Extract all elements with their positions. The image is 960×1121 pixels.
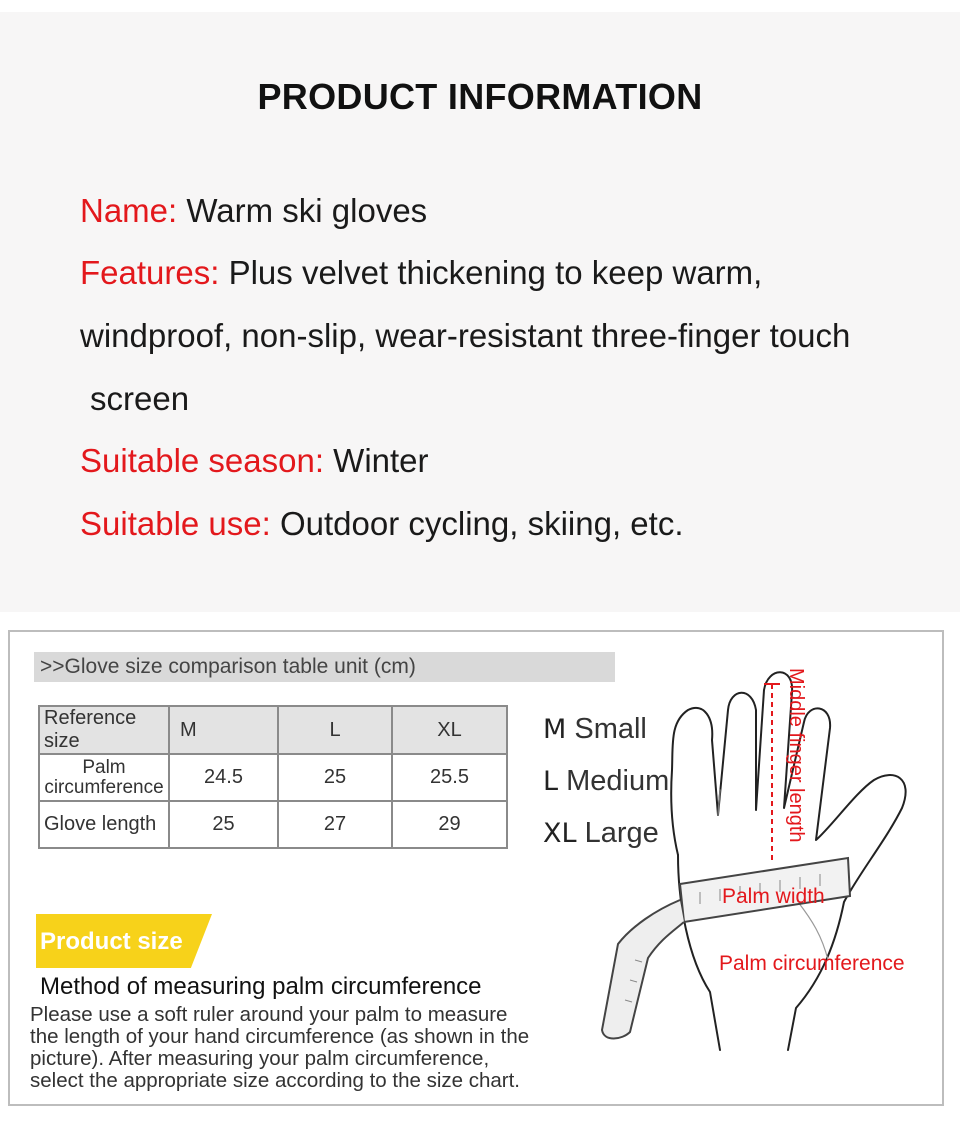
method-line-2: the length of your hand circumference (as shown in the	[30, 1025, 530, 1048]
features-line-1: Plus velvet thickening to keep warm,	[219, 254, 763, 291]
product-size-badge-text: Product size	[40, 928, 183, 955]
features-line-3: screen	[90, 380, 190, 417]
table-cell: 29	[392, 801, 507, 848]
header-size-xl: XL	[392, 706, 507, 754]
size-legend-l	[543, 765, 669, 798]
table-cell: 24.5	[169, 754, 278, 801]
table-cell: 27	[278, 801, 392, 848]
season-value: Winter	[324, 442, 429, 479]
row-label-palm-circumference	[39, 754, 169, 801]
table-cell: 25.5	[392, 754, 507, 801]
name-label: Name:	[80, 192, 178, 229]
size-legend-m	[543, 713, 647, 746]
palm-width-label: Palm width	[722, 885, 825, 908]
size-code: L	[543, 766, 559, 797]
size-legend-xl	[543, 817, 659, 850]
table-header-row	[39, 706, 507, 754]
size-code: XL	[543, 818, 577, 849]
table-cell: 25	[169, 801, 278, 848]
info-features	[80, 254, 762, 292]
palm-label-line-2: circumference	[44, 776, 164, 798]
middle-finger-length-label: Middle finger length	[785, 668, 807, 843]
features-line-2: windproof, non-slip, wear-resistant three-finger touch	[80, 317, 851, 354]
header-reference-size: Reference size	[39, 706, 169, 754]
info-name	[80, 192, 427, 230]
method-line-1: Please use a soft ruler around your palm to measure	[30, 1003, 508, 1026]
row-label-glove-length: Glove length	[39, 801, 169, 848]
method-line-3: picture). After measuring your palm circumference,	[30, 1047, 490, 1070]
size-table	[38, 705, 508, 849]
method-title: Method of measuring palm circumference	[40, 973, 482, 1000]
palm-circumference-label: Palm circumference	[719, 952, 905, 975]
palm-label-line-1: Palm	[82, 756, 126, 778]
hand-measurement-icon	[560, 640, 940, 1080]
size-table-title: >>Glove size comparison table unit (cm)	[34, 652, 615, 682]
method-description	[30, 1004, 610, 1092]
page-title: PRODUCT INFORMATION	[257, 76, 703, 117]
info-use	[80, 505, 684, 543]
size-name: Small	[574, 713, 647, 745]
use-label: Suitable use:	[80, 505, 271, 542]
info-season	[80, 442, 429, 480]
size-code: M	[543, 714, 567, 745]
method-line-4: select the appropriate size according to the size chart.	[30, 1069, 520, 1092]
name-value: Warm ski gloves	[177, 192, 428, 229]
size-name: Medium	[566, 765, 670, 797]
header-size-m: M	[169, 706, 278, 754]
season-label: Suitable season:	[80, 442, 325, 479]
table-row	[39, 801, 507, 848]
table-row	[39, 754, 507, 801]
use-value: Outdoor cycling, skiing, etc.	[270, 505, 684, 542]
size-name: Large	[584, 817, 659, 849]
table-cell: 25	[278, 754, 392, 801]
features-label: Features:	[80, 254, 220, 291]
header-size-l: L	[278, 706, 392, 754]
